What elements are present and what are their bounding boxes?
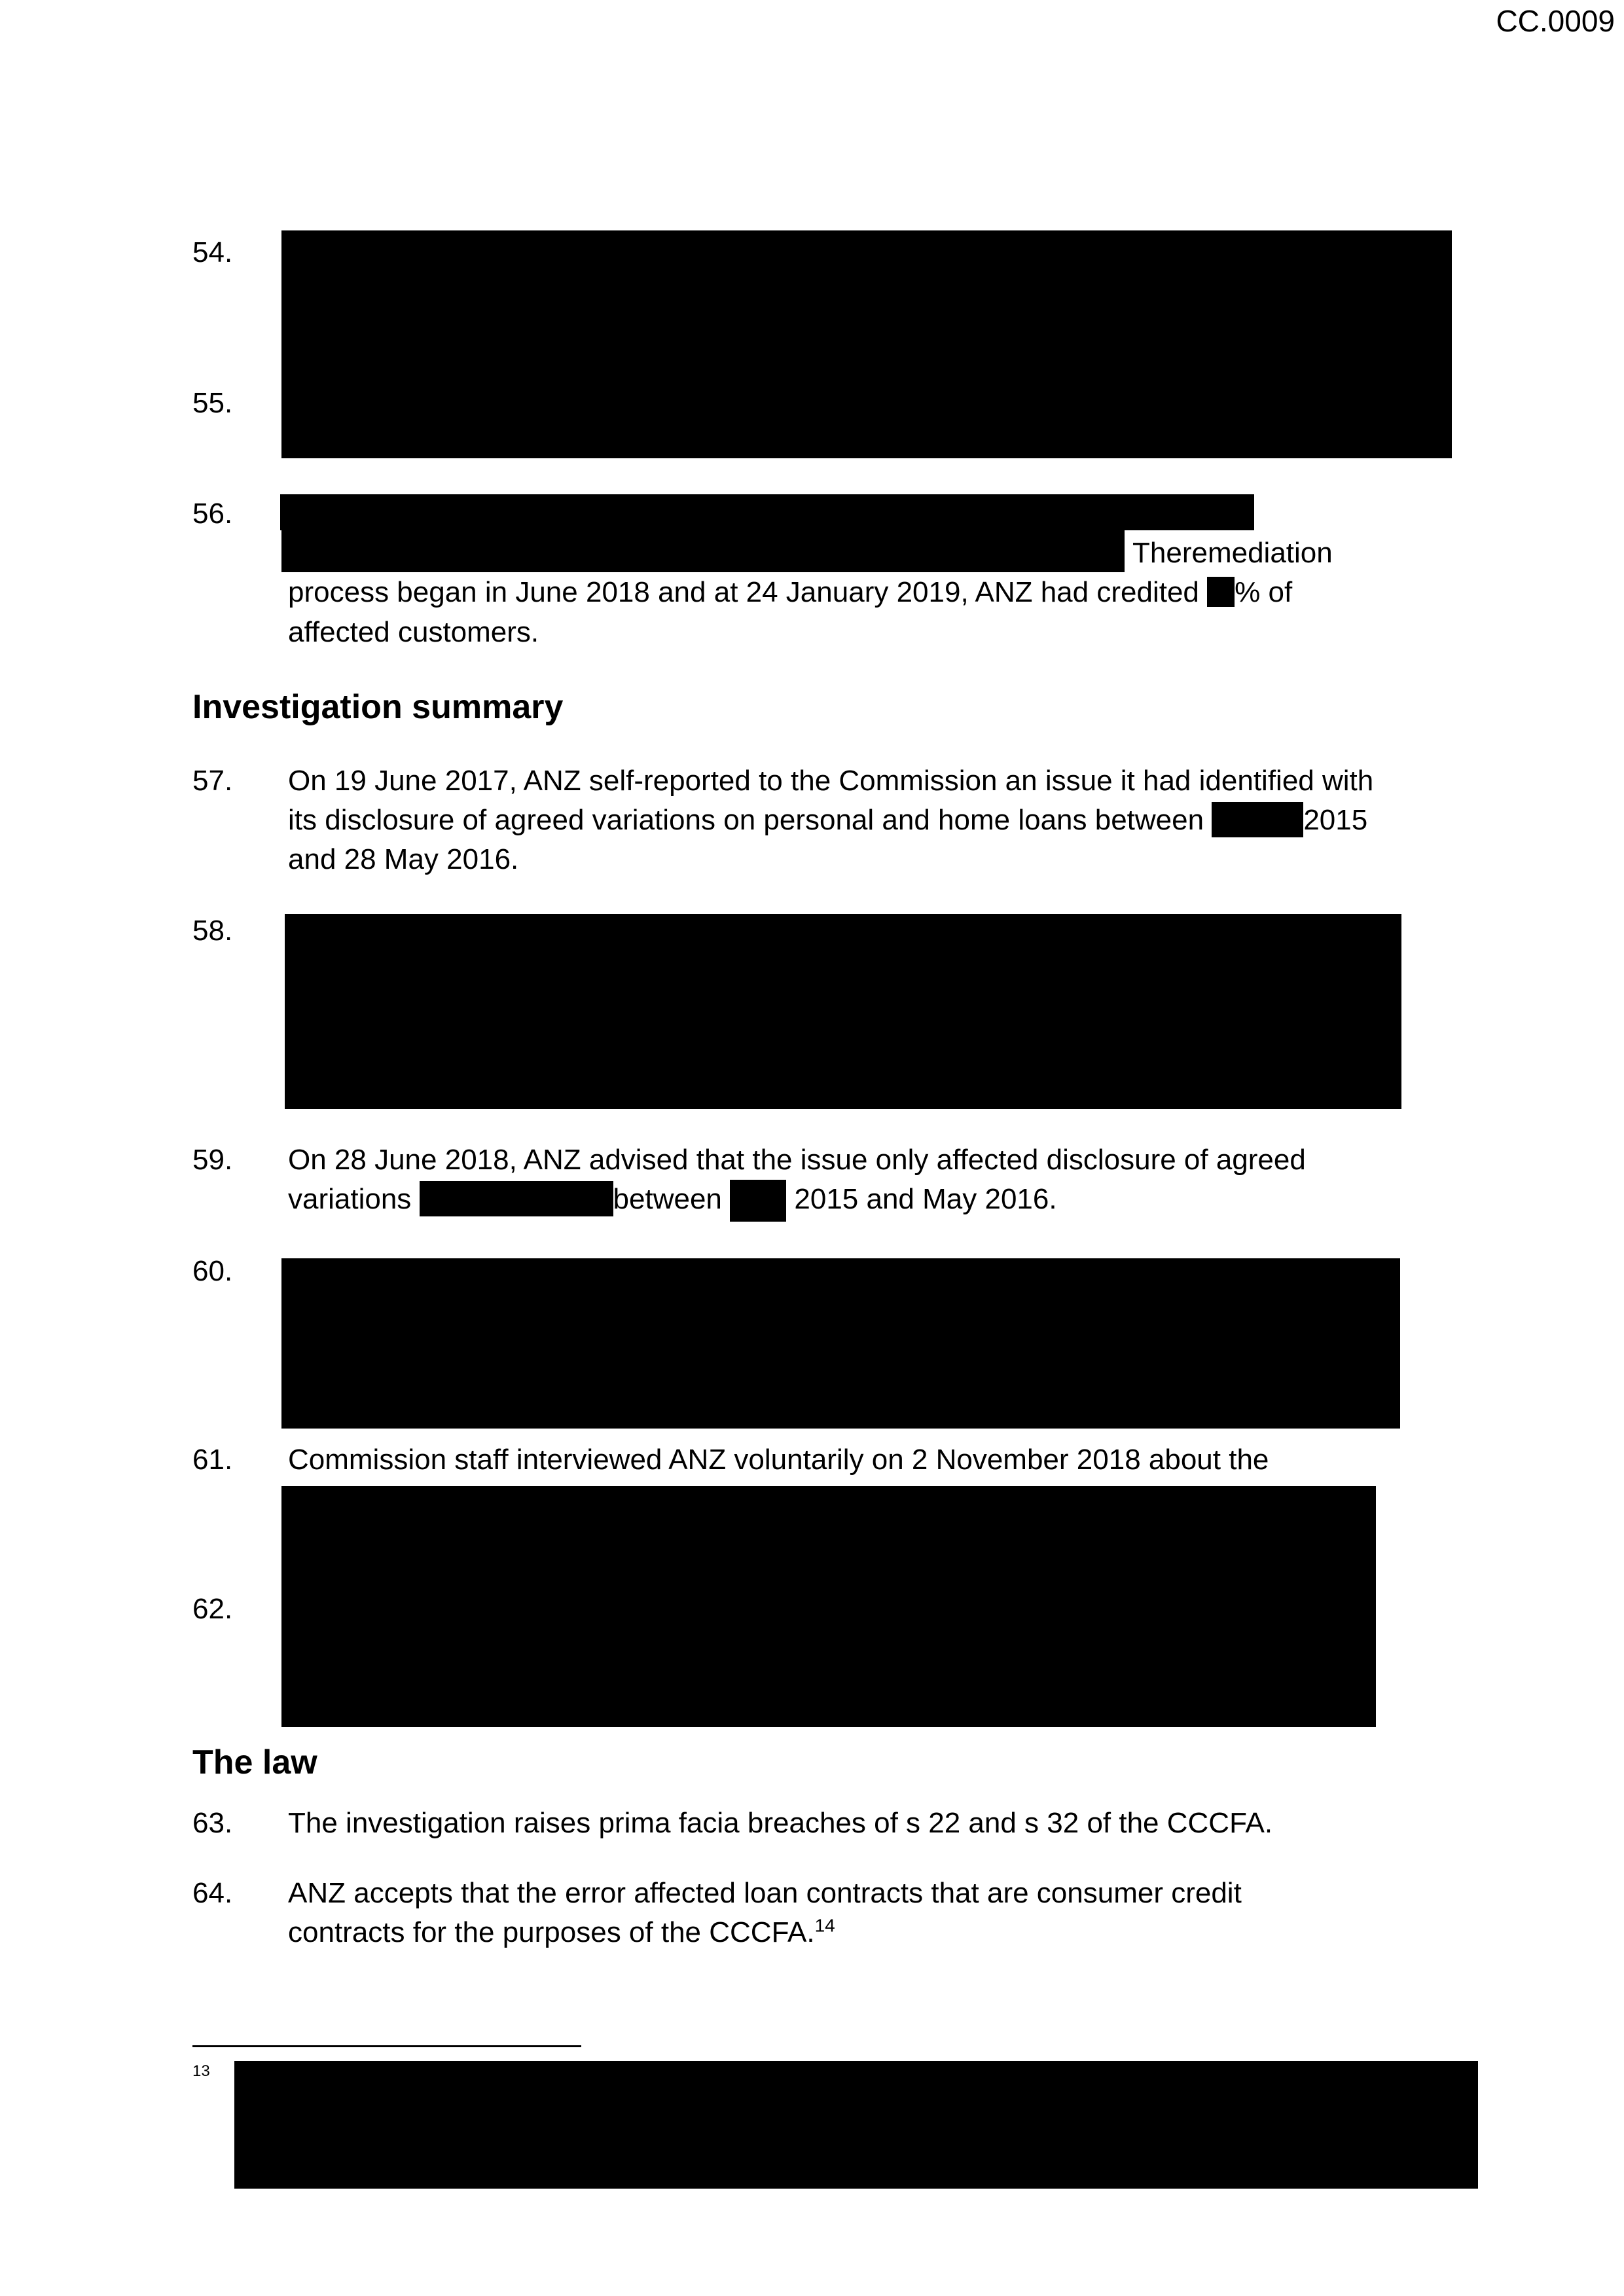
paragraph-56-line-3: affected customers. [288,616,539,648]
footnote-number: 13 [192,2062,210,2080]
paragraph-59-line-2: variations between 2015 and May 2016. [288,1180,1057,1222]
paragraph-64-line-2: contracts for the purposes of the CCCFA.$^{14}$ [288,1915,835,1948]
paragraph-number-64: 64. [192,1877,233,1909]
redaction-box [1212,802,1303,837]
paragraph-number-61: 61. [192,1444,233,1476]
redaction-box [280,494,1254,530]
paragraph-57-line-1: On 19 June 2017, ANZ self-reported to the Commission an issue it had identified with [288,765,1374,797]
paragraph-number-58: 58. [192,915,233,947]
paragraph-number-63: 63. [192,1807,233,1839]
paragraph-number-57: 57. [192,765,233,797]
paragraph-number-62: 62. [192,1593,233,1625]
redaction-box [730,1180,786,1222]
paragraph-61-line-1: Commission staff interviewed ANZ voluntarily on 2 November 2018 about the [288,1444,1269,1476]
paragraph-number-60: 60. [192,1255,233,1287]
redaction-box [281,530,1125,572]
section-heading-law: The law [192,1743,317,1781]
redaction-box [285,914,1401,1109]
redaction-box [420,1181,613,1216]
paragraph-number-59: 59. [192,1144,233,1176]
paragraph-number-54: 54. [192,236,233,268]
paragraph-56-line-2: process began in June 2018 and at 24 January 2019, ANZ had credited % of [288,576,1293,608]
footnote-reference[interactable]: 14 [814,1915,835,1936]
paragraph-57-line-3: and 28 May 2016. [288,843,519,875]
redaction-box [234,2061,1478,2189]
footnote-separator [192,2045,581,2047]
redaction-box [281,1258,1400,1429]
paragraph-56-fragment: Theremediation [1132,537,1333,569]
document-id: CC.0009 [1496,4,1615,38]
paragraph-59-line-1: On 28 June 2018, ANZ advised that the issue only affected disclosure of agreed [288,1144,1306,1176]
section-heading-investigation: Investigation summary [192,688,564,726]
paragraph-number-56: 56. [192,498,233,530]
paragraph-57-line-2: its disclosure of agreed variations on personal and home loans between 2015 [288,801,1367,840]
paragraph-number-55: 55. [192,387,233,419]
redaction-box [281,230,1452,458]
redaction-box [1207,577,1235,607]
paragraph-64-line-1: ANZ accepts that the error affected loan contracts that are consumer credit [288,1877,1242,1909]
paragraph-63-line-1: The investigation raises prima facia breaches of s 22 and s 32 of the CCCFA. [288,1807,1273,1839]
redaction-box [281,1486,1376,1727]
